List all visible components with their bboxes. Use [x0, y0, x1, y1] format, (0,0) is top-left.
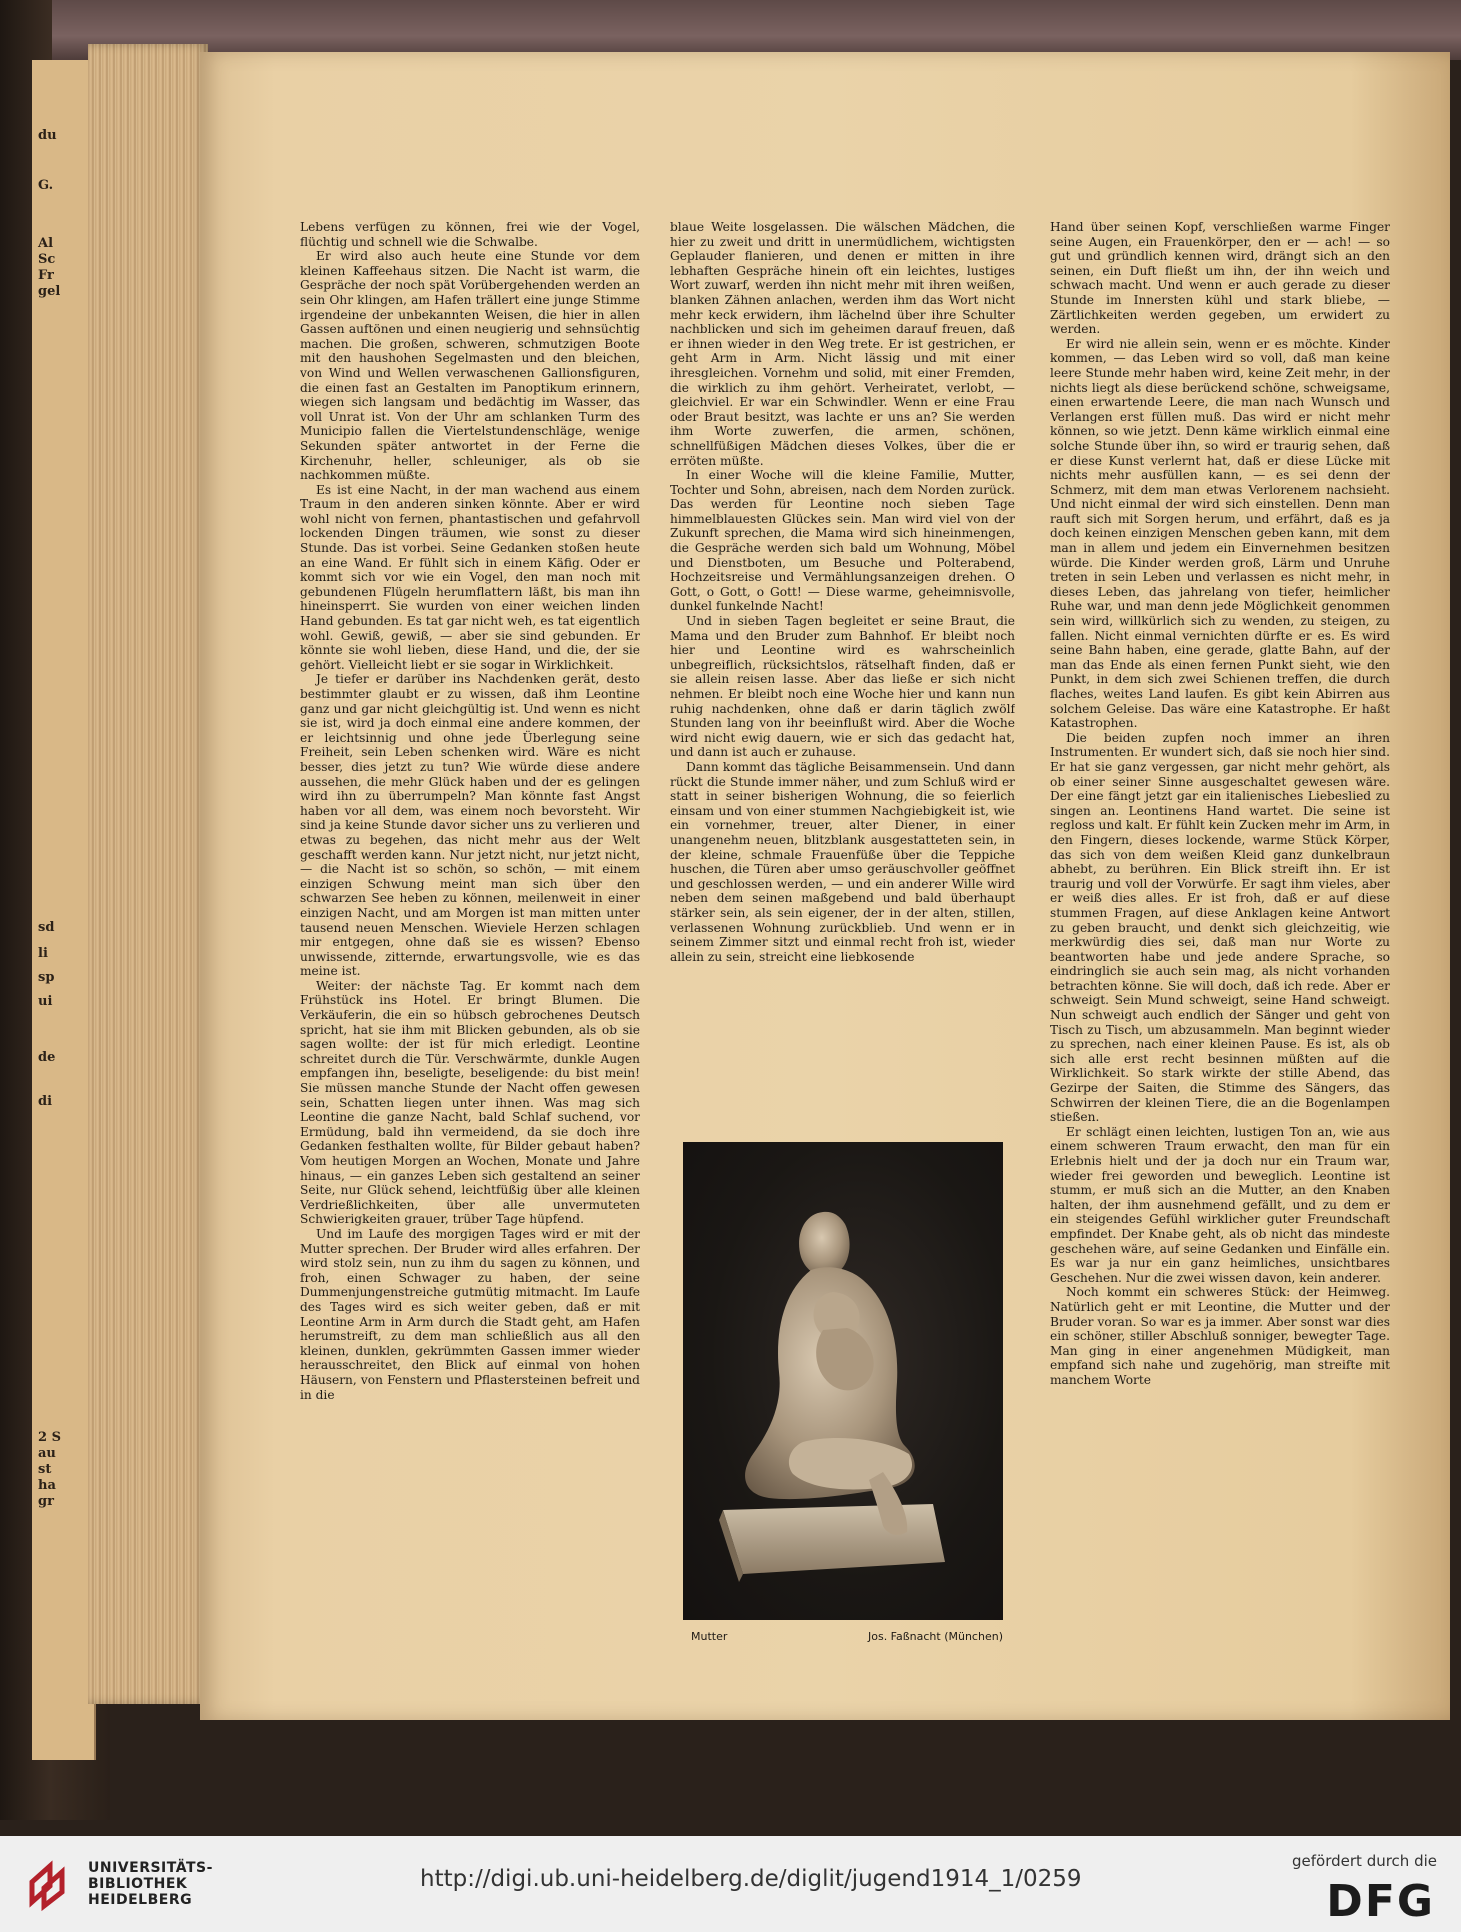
- sculpture-figure: [683, 1142, 1003, 1660]
- uni-name-line-1: UNIVERSITÄTS-: [88, 1860, 213, 1876]
- university-library-logo-icon: [22, 1856, 78, 1912]
- dfg-funding-label: gefördert durch die: [1292, 1852, 1437, 1870]
- sliver-fragment: gel: [38, 284, 61, 299]
- sliver-fragment: Fr: [38, 268, 54, 283]
- sliver-fragment: st: [38, 1462, 52, 1477]
- viewer-footer: [0, 1836, 1461, 1932]
- text-column-2: [670, 220, 1015, 1150]
- paragraph: Und im Laufe des morgigen Tages wird er mit der Mutter sprechen. Der Bruder wird alles erfahren. Der wird stolz sein, nun zu ihm du sagen zu können, und froh, einen Schwager zu haben, der seine Dummenjungenstreiche gutmütig mitmacht. Im Laufe des Tages wird es sich weiter geben, daß er mit Leontine Arm in Arm durch die Stadt geht, am Hafen herumstreift, zu dem man schließlich aus all den kleinen, dunklen, gekrümmten Gassen immer wieder herausschreitet, den Blick auf einmal von hohen Häusern, von Fenstern und Pflastersteinen befreit und in die: [300, 1226, 640, 1402]
- paragraph: blaue Weite losgelassen. Die wälschen Mädchen, die hier zu zweit und dritt in unermüdlichem, wichtigsten Geplauder flanieren, und denen er mitten in ihre lebhaften Gespräche hinein oft ein leichtes, lustiges Wort zuwarf, werden ihn nicht mehr mit ihren weißen, blanken Zähnen anlachen, werden ihm das Wort nicht mehr keck erwidern, ihm lächelnd über ihre Schulter nachblicken und sich im geheimen darauf freuen, daß er ihnen wieder in den Weg trete. Er ist gestrichen, er geht Arm in Arm. Nicht lässig und mit einer ihresgleichen. Vornehm und solid, mit einer Fremden, die wirklich zu ihm gehört. Verheiratet, verlobt, — gleichviel. Er war ein Schwindler. Wenn er eine Frau oder Braut besitzt, was lachte er uns an? Sie werden ihm Worte zuwerfen, die armen, schönen, schnellfüßigen Mädchen dieses Volkes, über die er erröten müßte.: [670, 220, 1015, 468]
- paragraph: Dann kommt das tägliche Beisammensein. Und dann rückt die Stunde immer näher, und zum Schluß wird er statt in seiner bisherigen Wohnung, die so feierlich einsam und von einer stummen Nachgiebigkeit ist, wie ein vornehmer, treuer, alter Diener, in einer unangenehm neuen, blitzblank ausgestatteten sein, in der kleine, schmale Frauenfüße über die Teppiche huschen, die Türen aber umso geräuschvoller geöffnet und geschlossen werden, — und ein anderer Wille wird neben dem seinen maßgebend und bald überhaupt stärker sein, als sein eigener, der in der alten, stillen, verlassenen Wohnung zurückblieb. Und wenn er in seinem Zimmer sitzt und einmal recht froh ist, wieder allein zu sein, streicht eine liebkosende: [670, 759, 1015, 964]
- sliver-fragment: gr: [38, 1494, 54, 1509]
- book-cover-edge: [52, 0, 1461, 60]
- dfg-logo: DFG: [1326, 1876, 1435, 1927]
- paragraph: Die beiden zupfen noch immer an ihren Instrumenten. Er wundert sich, daß sie noch hier sind. Er hat sie ganz vergessen, gar nicht mehr gehört, als ob einer seiner Sinne ausgeschaltet gewesen wäre. Der eine fängt jetzt gar ein italienisches Liebeslied zu singen an. Leontinens Hand wartet. Die seine ist regloss und kalt. Er fühlt kein Zucken mehr im Arm, in den Fingern, dieses lockende, warme Stück Körper, das sich von dem weißen Kleid ganz dunkelbraun abhebt, zu berühren. Ein Blick streift ihn. Er ist traurig und voll der Vorwürfe. Er sagt ihm vieles, aber er weiß dies alles. Er ist froh, daß er auf diese stummen Fragen, auf diese Anklagen keine Antwort zu geben braucht, und denkt sich gleichzeitig, wie merkwürdig dies sei, daß man nur Worte zu beantworten habe und jede andere Sprache, so eindringlich sie auch sein mag, als nicht vorhanden betrachten könne. Sie will doch, daß ich rede. Aber er schweigt. Sein Mund schweigt, seine Hand schweigt. Nun schweigt auch endlich der Sänger und geht von Tisch zu Tisch, um abzusammeln. Man beginnt wieder zu sprechen, nach einer kleinen Pause. Es ist, als ob sich alle erst recht besinnen müßten auf die Wirklichkeit. So stark wirkte der stille Abend, das Gezirpe der Saiten, die Stimme des Sängers, das Schwirren der kleinen Tiere, die an die Bogenlampen stießen.: [1050, 730, 1390, 1125]
- sliver-fragment: ha: [38, 1478, 56, 1493]
- paragraph: Er wird nie allein sein, wenn er es möchte. Kinder kommen, — das Leben wird so voll, daß man keine leere Stunde mehr haben wird, keine Zeit mehr, in der nichts liegt als diese berückend schöne, schweigsame, einen erwartende Leere, die man nach Wunsch und Verlangen erst füllen muß. Das wird er nicht mehr können, so wie jetzt. Denn käme wirklich einmal eine solche Stunde über ihn, so wird er traurig sehen, daß er diese Kunst verlernt hat, daß er diese Lücke mit nichts mehr ausfüllen kann, — es sei denn der Schmerz, mit dem man etwas Verlorenem nachsieht. Und nicht einmal der wird sich einstellen. Denn man rauft sich mit Sorgen herum, und erfährt, daß es ja doch keinen einzigen Menschen geben kann, mit dem man in allem und jedem ein Einvernehmen besitzen würde. Die Kinder werden groß, Lärm und Unruhe treten in sein Leben und verlassen es nicht mehr, in dieses Leben, das jahrelang von tiefer, heimlicher Ruhe war, und man denn jede Möglichkeit genommen sein wird, willkürlich sich zu wenden, zu steigen, zu fallen. Nicht einmal vernichten dürfte er es. Es wird seine Bahn haben, eine gerade, glatte Bahn, auf der man das Ende als einen fernen Punkt sieht, wie den Punkt, in dem sich zwei Schienen treffen, die durch flaches, weites Land laufen. Es gibt kein Abirren aus solchem Geleise. Das wäre eine Katastrophe. Er haßt Katastrophen.: [1050, 336, 1390, 731]
- sliver-fragment: 2 S: [38, 1430, 61, 1445]
- uni-name-line-2: BIBLIOTHEK: [88, 1876, 188, 1892]
- paragraph: Und in sieben Tagen begleitet er seine Braut, die Mama und den Bruder zum Bahnhof. Er bleibt noch hier und Leontine wird es wahrscheinlich unbegreiflich, rücksichtslos, rätselhaft finden, daß er sie allein reisen lasse. Aber das ließe er sich nicht nehmen. Er bleibt noch eine Woche hier und kann nun ruhig nachdenken, ohne daß er darin täglich zwölf Stunden lang von ihr beeinflußt wird. Aber die Woche wird nicht ewig dauern, wie er sich das gedacht hat, und dann ist auch er zuhause.: [670, 614, 1015, 760]
- paragraph: Weiter: der nächste Tag. Er kommt nach dem Frühstück ins Hotel. Er bringt Blumen. Die Verkäuferin, die ein so hübsch gebrochenes Deutsch spricht, hat sie ihm mit Blicken gebunden, als ob sie sagen wollte: der ist für mich erledigt. Leontine schreitet durch die Tür. Verschwärmte, dunkle Augen empfangen ihn, beseligte, beseligende: du bist mein! Sie müssen manche Stunde der Nacht offen gewesen sein, Schatten liegen unter ihnen. Was mag sich Leontine die ganze Nacht, bald Schlaf suchend, vor Ermüdung, bald ihn vermeidend, da sie doch ihre Gedanken festhalten wollte, für Bilder gebaut haben? Vom heutigen Morgen an Wochen, Monate und Jahre hinaus, — ein ganzes Leben sich gestaltend an seiner Seite, nur Glück sehend, leichtfüßig über alle kleinen Verdrießlichkeiten, über alle unvermuteten Schwierigkeiten grauer, trüber Tage hüpfend.: [300, 978, 640, 1227]
- paragraph: Lebens verfügen zu können, frei wie der Vogel, flüchtig und schnell wie die Schwalbe.: [300, 220, 640, 249]
- sliver-fragment: sp: [38, 970, 55, 985]
- scanned-page: [200, 52, 1450, 1720]
- paragraph: Er schlägt einen leichten, lustigen Ton an, wie aus einem schweren Traum erwacht, den man für ein Erlebnis hielt und der ja doch nur ein Traum war, wieder frei geworden und beweglich. Leontine ist stumm, er muß sich an die Mutter, an den Knaben halten, der ihm ausnehmend gefällt, und zu dem er ein steigendes Gefühl wirklicher guter Freundschaft empfindet. Der Knabe geht, als ob nicht das mindeste geschehen wäre, auf seine Gedanken und Einfälle ein. Es war ja nur ein ganz heimliches, unsichtbares Geschehen. Nur die zwei wissen davon, kein anderer.: [1050, 1124, 1390, 1285]
- sliver-fragment: au: [38, 1446, 56, 1461]
- sliver-fragment: Sc: [38, 252, 56, 267]
- sliver-fragment: sd: [38, 920, 55, 935]
- sliver-fragment: di: [38, 1094, 53, 1109]
- mother-and-child-sculpture: [683, 1142, 1003, 1620]
- facing-page-sliver: [32, 60, 96, 1760]
- sliver-fragment: du: [38, 128, 57, 143]
- paragraph: In einer Woche will die kleine Familie, Mutter, Tochter und Sohn, abreisen, nach dem Norden zurück. Das werden für Leontine noch sieben Tage himmelblauesten Glückes sein. Man wird viel von der Zukunft sprechen, die Mama wird sich hineinmengen, die Gespräche werden sich bald um Wohnung, Möbel und Dienstboten, um Besuche und Polterabend, Hochzeitsreise und Vermählungsanzeigen drehen. O Gott, o Gott, o Gott! — Diese warme, geheimnisvolle, dunkel funkelnde Nacht!: [670, 468, 1015, 614]
- figure-caption-artist: Jos. Faßnacht (München): [867, 1630, 1003, 1643]
- text-column-3: [1050, 220, 1390, 1660]
- figure-caption-title: Mutter: [691, 1630, 728, 1643]
- paragraph: Je tiefer er darüber ins Nachdenken gerät, desto bestimmter glaubt er zu wissen, daß ihm Leontine ganz und gar nicht gleichgültig ist. Und wenn es nicht sie ist, wird ja doch einmal eine andere kommen, der er leichtsinnig und ohne jede Überlegung seine Freiheit, sein Leben schenken wird. Wäre es nicht besser, dies jetzt zu tun? Wie würde diese andere aussehen, die mehr Glück haben und der es gelingen wird ihn zu überrumpeln? Man könnte fast Angst haben vor all dem, was einem noch bevorsteht. Wir sind ja keine Stunde davor sicher uns zu verlieren und etwas zu begehen, das nicht mehr aus der Welt geschafft werden kann. Nur jetzt nicht, nur jetzt nicht, — die Nacht ist so schön, so schön, — mit einem einzigen Schwung meint man sich über den schwarzen See heben zu können, meilenweit in einer einzigen Nacht, und am Morgen ist man mitten unter tausend neuen Menschen. Wieviele Herzen schlagen mir entgegen, ohne daß sie es wissen? Ebenso unwissende, zitternde, erwartungsvolle, wie es das meine ist.: [300, 672, 640, 979]
- paragraph: Noch kommt ein schweres Stück: der Heimweg. Natürlich geht er mit Leontine, die Mutter und der Bruder voran. So war es ja immer. Aber sonst war dies ein schöner, stiller Abschluß sonniger, bewegter Tage. Man ging in einer angenehmen Müdigkeit, man empfand sich nahe und zugehörig, man streifte mit manchem Worte: [1050, 1285, 1390, 1387]
- page-stack-edge: [88, 44, 208, 1704]
- digitization-url-link[interactable]: http://digi.ub.uni-heidelberg.de/diglit/jugend1914_1/0259: [420, 1866, 1082, 1892]
- paragraph: Hand über seinen Kopf, verschließen warme Finger seine Augen, ein Frauenkörper, den er — ach! — so gut und gründlich kennen wird, drängt sich an den seinen, ein Duft fließt um ihn, der ihn weich und schwach macht. Und wenn er auch gerade zu dieser Stunde im Innersten kühl und stark bliebe, — Zärtlichkeiten werden gegeben, um erwidert zu werden.: [1050, 220, 1390, 337]
- sliver-fragment: G.: [38, 178, 54, 193]
- text-column-1: [300, 220, 640, 1660]
- university-library-name: [88, 1860, 213, 1908]
- sculpture-photo: [683, 1142, 1003, 1620]
- sliver-fragment: ui: [38, 994, 53, 1009]
- uni-name-line-3: HEIDELBERG: [88, 1892, 193, 1908]
- sliver-fragment: de: [38, 1050, 56, 1065]
- paragraph: Es ist eine Nacht, in der man wachend aus einem Traum in den anderen sinken könnte. Aber er wird wohl nicht von fernen, phantastischen und gefahrvoll lockenden Dingen träumen, wie sonst zu dieser Stunde. Das ist vorbei. Seine Gedanken stoßen heute an eine Wand. Er fühlt sich in einem Käfig. Oder er kommt sich vor wie ein Vogel, den man noch mit gebundenen Flügeln herumflattern läßt, bis man ihn hineinsperrt. Sie wurden von einer weichen linden Hand gebunden. Es tat gar nicht weh, es tat eigentlich wohl. Gewiß, gewiß, — aber sie sind gebunden. Er könnte sie wohl lieben, diese Hand, und die, der sie gehört. Vielleicht liebt er sie sogar in Wirklichkeit.: [300, 482, 640, 672]
- sliver-fragment: Al: [38, 236, 54, 251]
- sliver-fragment: li: [38, 946, 48, 961]
- paragraph: Er wird also auch heute eine Stunde vor dem kleinen Kaffeehaus sitzen. Die Nacht ist warm, die Gespräche der noch spät Vorübergehenden werden an sein Ohr klingen, am Hafen trällert eine junge Stimme irgendeine der unbekannten Weisen, die hier in allen Gassen auftönen und einen neugierig und sehnsüchtig machen. Die großen, schweren, schmutzigen Boote mit den haushohen Segelmasten und den bleichen, von Wind und Wellen verwaschenen Gallionsfiguren, die einen fast an Gestalten im Panoptikum erinnern, wiegen sich langsam und bedächtig im Wasser, das voll Unrat ist. Von der Uhr am schlanken Turm des Municipio fallen die Viertelstundenschläge, wenige Sekunden später antwortet in der Ferne die Kirchenuhr, heller, schleuniger, als ob sie nachkommen müßte.: [300, 249, 640, 483]
